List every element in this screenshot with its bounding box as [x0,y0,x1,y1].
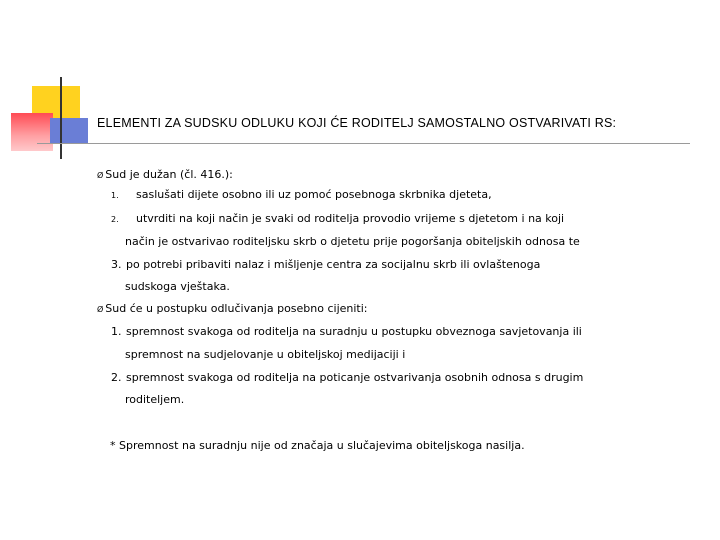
section2-heading-line [97,302,368,315]
slide-title: ELEMENTI ZA SUDSKU ODLUKU KOJI ĆE RODITELJ SAMOSTALNO OSTVARIVATI RS: [97,116,617,130]
footnote: * Spremnost na suradnju nije od značaja u slučajevima obiteljskoga nasilja. [110,439,525,452]
arrow-bullet-icon: Ø [97,171,104,180]
title-underline [37,143,690,144]
decor-vertical-line [60,77,62,159]
arrow-bullet-icon: Ø [97,305,104,314]
item-number: 3. [111,258,122,271]
decor-blue-square [50,118,88,144]
list-item-continuation: sudskoga vještaka. [125,280,230,293]
item-number: 2. [111,215,119,224]
item-number: 2. [111,371,122,384]
section2-heading: Sud će u postupku odlučivanja posebno cijeniti: [105,302,368,315]
list-item: spremnost svakoga od roditelja na suradnju u postupku obveznoga savjetovanja ili [126,325,582,338]
list-item: po potrebi pribaviti nalaz i mišljenje centra za socijalnu skrb ili ovlaštenoga [126,258,541,271]
list-item-continuation: spremnost na sudjelovanje u obiteljskoj medijaciji i [125,348,406,361]
item-number: 1. [111,191,119,200]
list-item-continuation: roditeljem. [125,393,185,406]
list-item: saslušati dijete osobno ili uz pomoć posebnoga skrbnika djeteta, [136,188,492,201]
list-item-continuation: način je ostvarivao roditeljsku skrb o djetetu prije pogoršanja obiteljskih odnosa te [125,235,580,248]
section1-heading-line [97,168,233,181]
section1-heading: Sud je dužan (čl. 416.): [105,168,233,181]
list-item: spremnost svakoga od roditelja na poticanje ostvarivanja osobnih odnosa s drugim [126,371,584,384]
decor-red-square [11,113,53,151]
item-number: 1. [111,325,122,338]
list-item: utvrditi na koji način je svaki od roditelja provodio vrijeme s djetetom i na koji [136,212,565,225]
